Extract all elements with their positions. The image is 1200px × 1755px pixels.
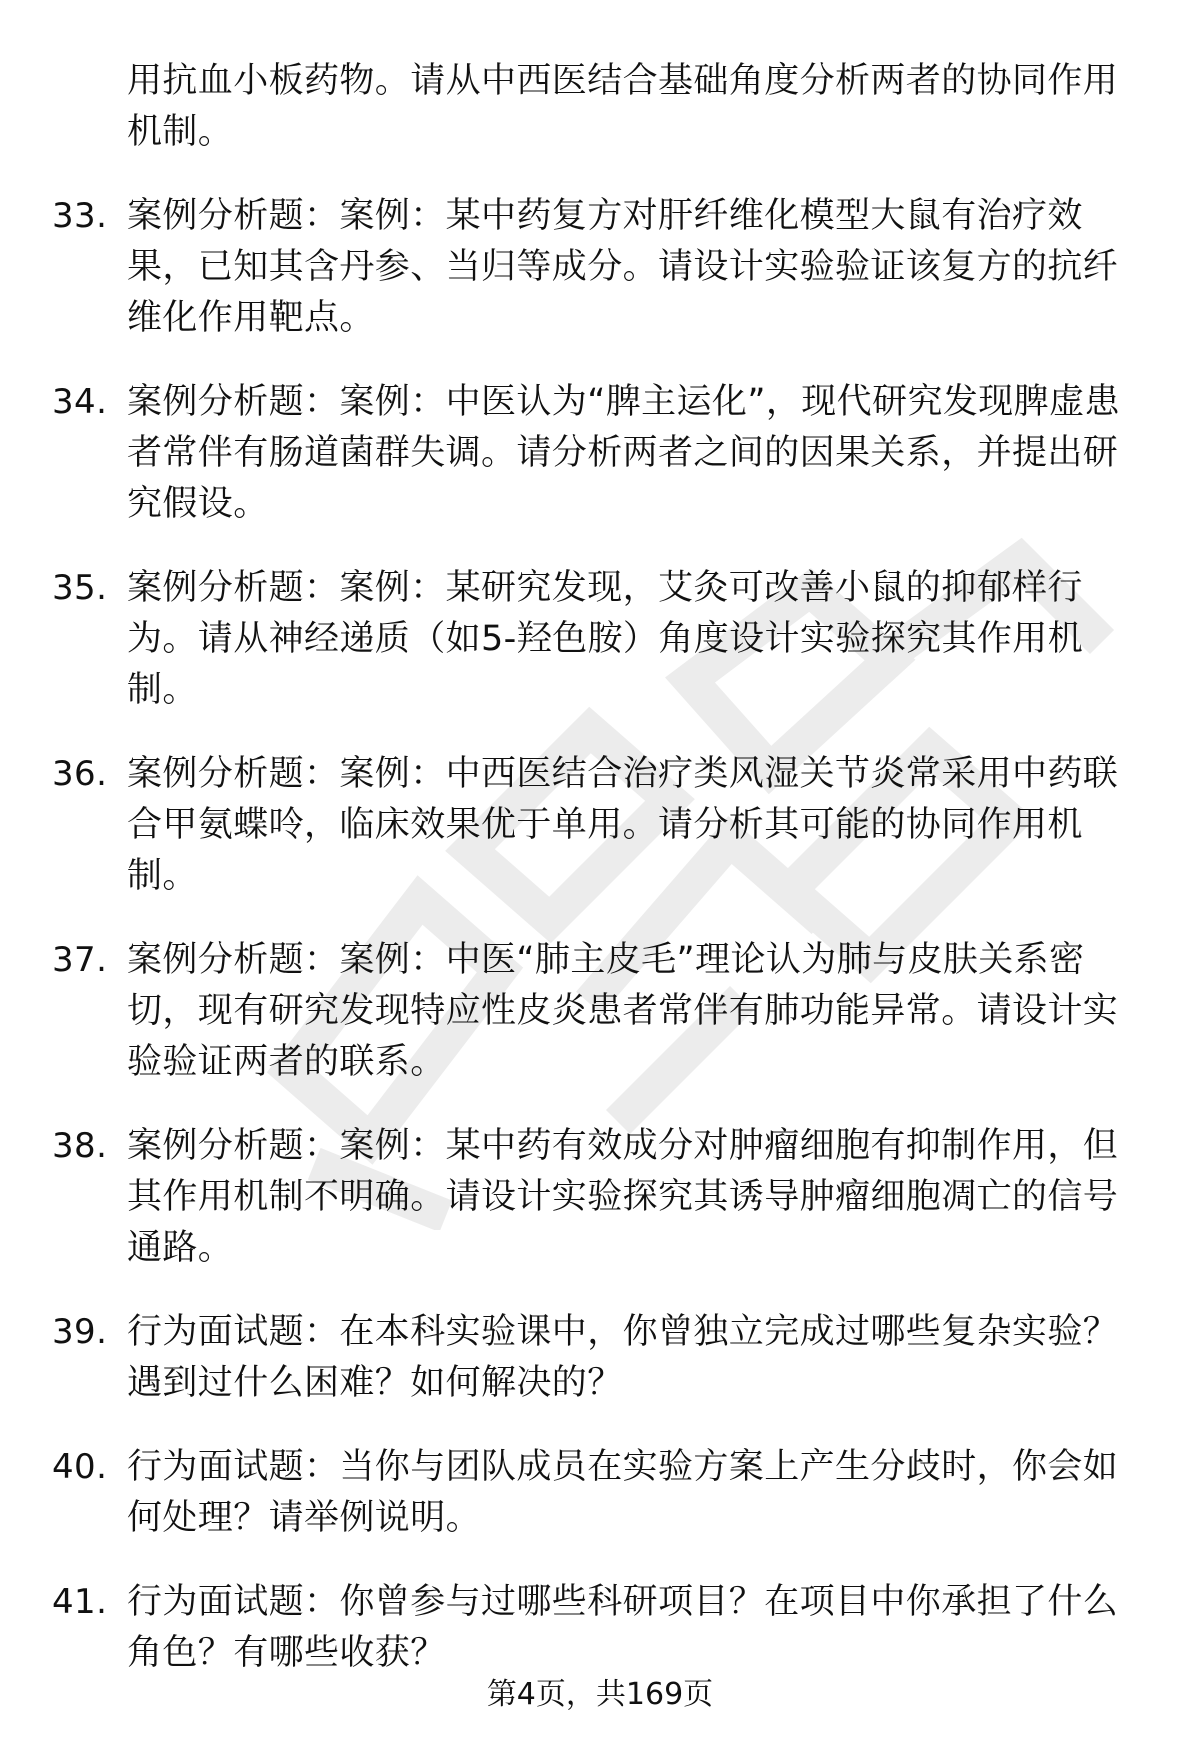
question-item	[52, 563, 1142, 716]
question-item	[52, 191, 1142, 344]
question-text: 行为面试题：在本科实验课中，你曾独立完成过哪些复杂实验？遇到过什么困难？如何解决的？	[127, 1312, 1119, 1403]
question-text: 案例分析题：案例：某中药有效成分对肿瘤细胞有抑制作用，但其作用机制不明确。请设计实验探究其诱导肿瘤细胞凋亡的信号通路。	[127, 1126, 1119, 1268]
question-number: 41.	[52, 1582, 108, 1622]
question-list	[52, 191, 1142, 1679]
question-number: 34.	[52, 382, 108, 422]
question-text: 案例分析题：案例：中西医结合治疗类风湿关节炎常采用中药联合甲氨蝶呤，临床效果优于单用。请分析其可能的协同作用机制。	[127, 754, 1119, 896]
question-item	[52, 935, 1142, 1088]
question-number: 39.	[52, 1312, 108, 1352]
question-item	[52, 749, 1142, 902]
question-item	[52, 1577, 1142, 1679]
question-text: 案例分析题：案例：某中药复方对肝纤维化模型大鼠有治疗效果，已知其含丹参、当归等成分。请设计实验验证该复方的抗纤维化作用靶点。	[127, 196, 1119, 338]
question-text: 行为面试题：你曾参与过哪些科研项目？在项目中你承担了什么角色？有哪些收获？	[127, 1582, 1119, 1673]
question-number: 38.	[52, 1126, 108, 1166]
question-number: 37.	[52, 940, 108, 980]
question-number: 35.	[52, 568, 108, 608]
question-text: 案例分析题：案例：中医认为“脾主运化”，现代研究发现脾虚患者常伴有肠道菌群失调。请分析两者之间的因果关系，并提出研究假设。	[127, 382, 1120, 524]
question-text: 行为面试题：当你与团队成员在实验方案上产生分歧时，你会如何处理？请举例说明。	[127, 1447, 1119, 1538]
question-item	[52, 1121, 1142, 1274]
question-text: 案例分析题：案例：中医“肺主皮毛”理论认为肺与皮肤关系密切，现有研究发现特应性皮炎患者常伴有肺功能异常。请设计实验验证两者的联系。	[127, 940, 1119, 1082]
question-number: 33.	[52, 196, 108, 236]
question-item	[52, 1442, 1142, 1544]
document-content	[52, 56, 1142, 1679]
question-text: 案例分析题：案例：某研究发现，艾灸可改善小鼠的抑郁样行为。请从神经递质（如5-羟色胺）角度设计实验探究其作用机制。	[127, 568, 1084, 710]
continued-paragraph: 用抗血小板药物。请从中西医结合基础角度分析两者的协同作用机制。	[127, 61, 1119, 152]
question-number: 40.	[52, 1447, 108, 1487]
question-item	[52, 377, 1142, 530]
page-footer: 第4页，共169页	[486, 1677, 714, 1712]
question-number: 36.	[52, 754, 108, 794]
question-item	[52, 1307, 1142, 1409]
